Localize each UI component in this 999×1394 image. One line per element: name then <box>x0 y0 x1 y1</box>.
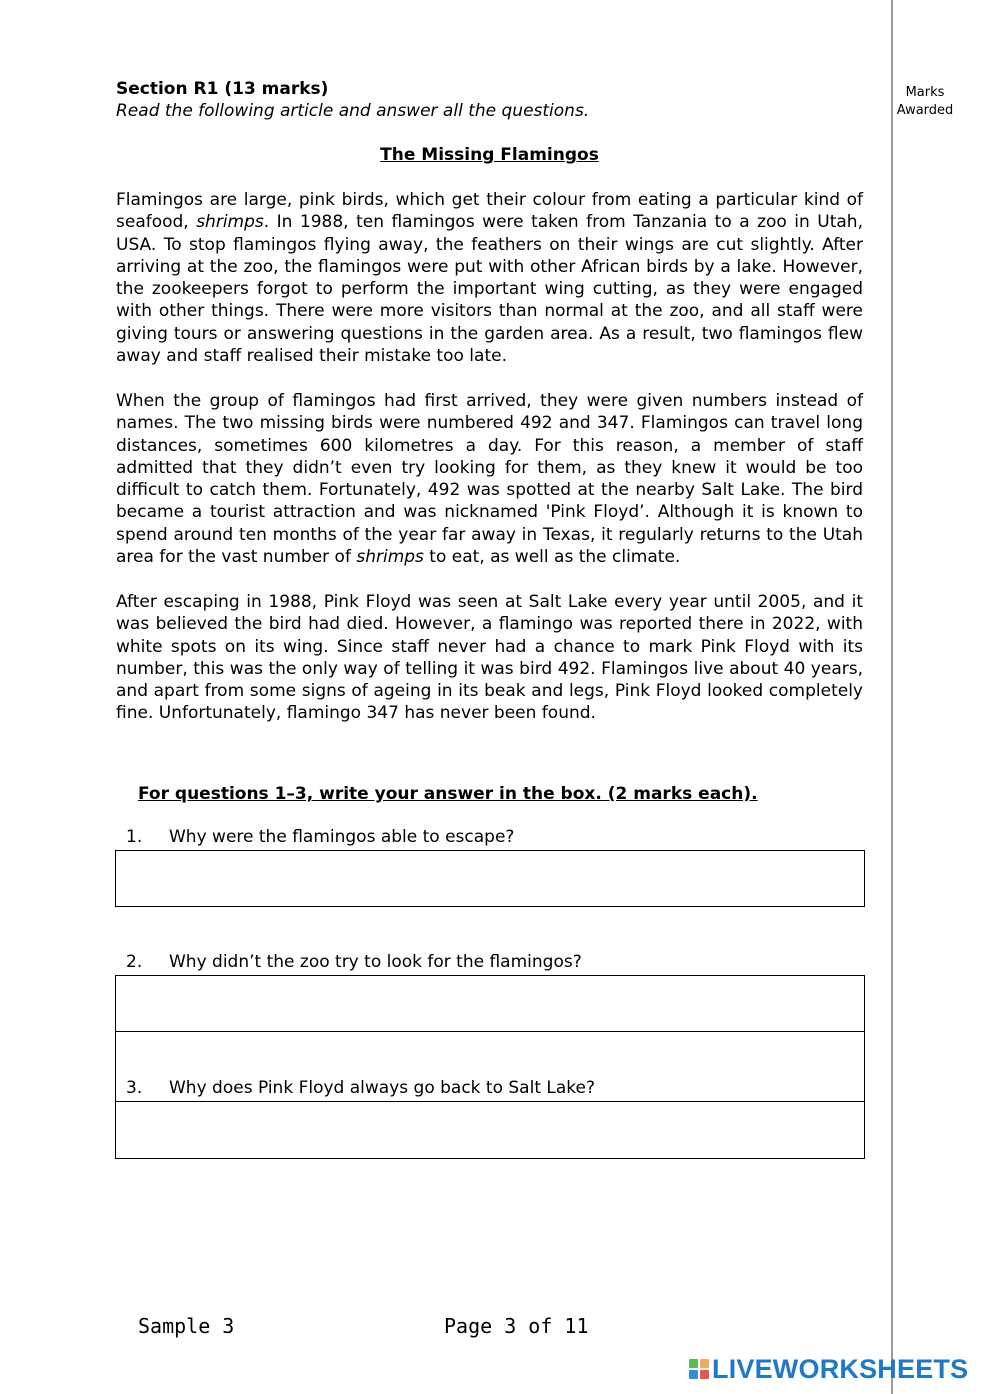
section-instructions: Read the following article and answer all the questions. <box>116 101 590 121</box>
margin-divider <box>891 0 893 1394</box>
article-paragraph-2 <box>116 390 863 568</box>
answer-box-3[interactable] <box>115 1101 865 1159</box>
section-title: Section R1 (13 marks) <box>116 79 329 99</box>
question-number: 1. <box>126 827 143 847</box>
article-paragraph-3: After escaping in 1988, Pink Floyd was seen at Salt Lake every year until 2005, and it was believed the bird had died. However, a flamingo was reported there in 2022, with white spots on its wing. Since staff never had a chance to mark Pink Floyd with its number, this was the only way of telling it was bird 492. Flamingos live about 40 years, and apart from some signs of ageing in its beak and legs, Pink Floyd looked completely fine. Unfortunately, flamingo 347 has never been found. <box>116 592 863 724</box>
emphasis-text: shrimps <box>196 212 264 233</box>
answer-box-2[interactable] <box>115 975 865 1032</box>
marks-awarded-header <box>893 84 957 120</box>
article-paragraph-1 <box>116 189 863 367</box>
footer-sample: Sample 3 <box>138 1314 235 1338</box>
question-number: 3. <box>126 1078 143 1098</box>
paragraph-text: Flamingos are large, pink birds, which get their colour from eating a particular kind of seafood, <box>116 190 863 233</box>
footer-page-number: Page 3 of 11 <box>444 1314 589 1338</box>
article-title: The Missing Flamingos <box>380 145 599 165</box>
question-text: Why didn’t the zoo try to look for the flamingos? <box>169 952 582 972</box>
paragraph-text: to eat, as well as the climate. <box>423 547 681 568</box>
question-text: Why does Pink Floyd always go back to Salt Lake? <box>169 1078 596 1098</box>
brand-name: LIVEWORKSHEETS <box>712 1353 969 1384</box>
question-3 <box>126 1077 595 1099</box>
awarded-label: Awarded <box>896 103 954 118</box>
question-number: 2. <box>126 952 143 972</box>
question-1 <box>126 826 514 848</box>
paragraph-text: . In 1988, ten flamingos were taken from Tanzania to a zoo in Utah, USA. To stop flamingos flying away, the feathers on their wings are cut slightly. After arriving at the zoo, the flamingos were put with other African birds by a lake. However, the zookeepers forgot to perform the important wing cutting, as they were engaged with other things. There were more visitors than normal at the zoo, and all staff were giving tours or answering questions in the garden area. As a result, two flamingos flew away and staff realised their mistake too late. <box>116 212 863 367</box>
liveworksheets-icon <box>689 1359 709 1379</box>
marks-label: Marks <box>905 85 945 100</box>
emphasis-text: shrimps <box>356 547 424 568</box>
questions-instruction: For questions 1–3, write your answer in the box. (2 marks each). <box>138 784 758 804</box>
question-2 <box>126 951 582 973</box>
paragraph-text: When the group of flamingos had first arrived, they were given numbers instead of names. The two missing birds were numbered 492 and 347. Flamingos can travel long distances, sometimes 600 kilometres a day. For this reason, a member of staff admitted that they didn’t even try looking for them, as they knew it would be too difficult to catch them. Fortunately, 492 was spotted at the nearby Salt Lake. The bird became a tourist attraction and was nicknamed 'Pink Floyd’. Although it is known to spend around ten months of the year far away in Texas, it regularly returns to the Utah area for the vast number of <box>116 391 863 568</box>
liveworksheets-logo <box>689 1355 968 1383</box>
answer-box-1[interactable] <box>115 850 865 907</box>
question-text: Why were the flamingos able to escape? <box>169 827 515 847</box>
